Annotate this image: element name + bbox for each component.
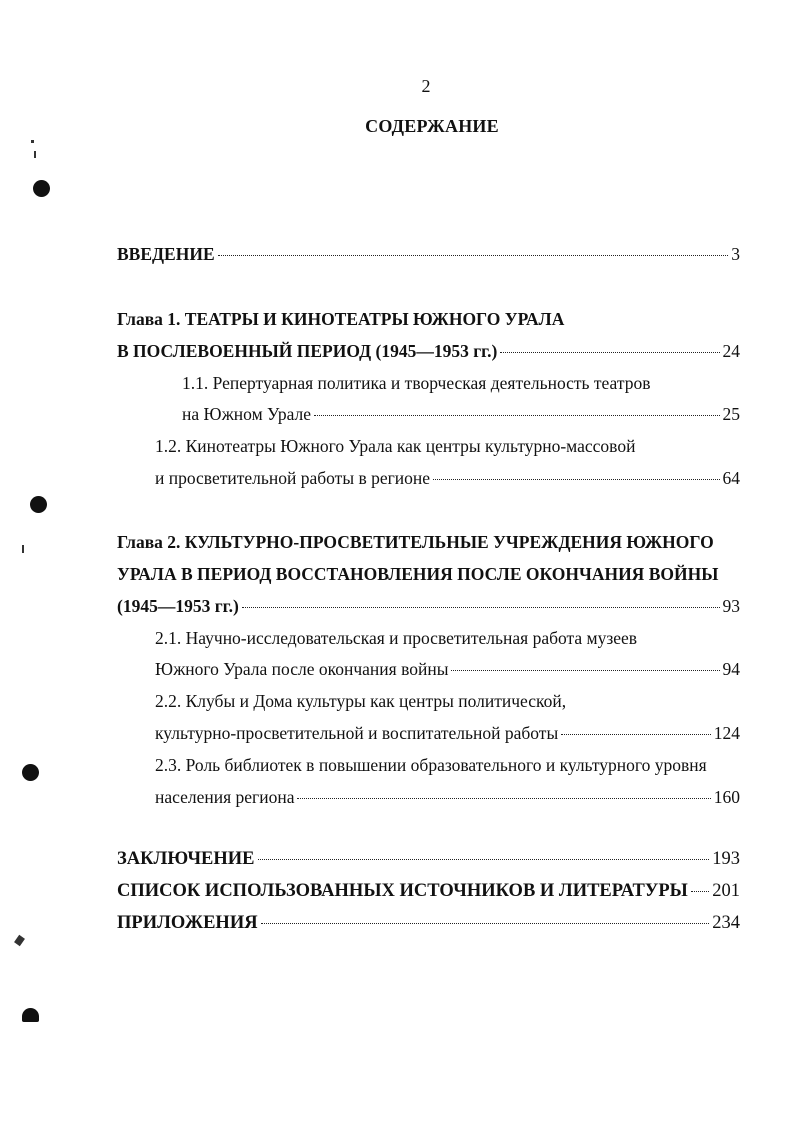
toc-entry-label: культурно-просветительной и воспитательной работы [155,723,559,743]
page-title: СОДЕРЖАНИЕ [365,116,499,136]
toc-entry-label: (1945—1953 гг.) [117,596,239,616]
toc-entry-chapter-1 [117,340,740,362]
section-1-1-line-1: 1.1. Репертуарная политика и творческая деятельность театров [182,373,651,393]
toc-entry-chapter-2 [117,595,740,617]
binder-hole-1 [33,180,50,197]
chapter-2-title-line-2: УРАЛА В ПЕРИОД ВОССТАНОВЛЕНИЯ ПОСЛЕ ОКОНЧАНИЯ ВОЙНЫ [117,564,719,584]
toc-page-number: 3 [731,244,740,264]
scan-speck-4 [14,935,25,946]
dot-leader [261,923,710,924]
toc-entry-section-2-2 [155,722,740,744]
chapter-2-title-line-1: Глава 2. КУЛЬТУРНО-ПРОСВЕТИТЕЛЬНЫЕ УЧРЕЖДЕНИЯ ЮЖНОГО [117,532,714,552]
toc-entry-label: на Южном Урале [182,404,312,424]
toc-page-number: 193 [712,849,740,869]
binder-hole-2 [30,496,47,513]
toc-page-number: 160 [713,787,740,807]
toc-page-number: 234 [712,913,740,933]
toc-entry-sources [117,880,740,902]
toc-entry-section-2-3 [155,786,740,808]
dot-leader [218,255,729,256]
toc-entry-section-1-1 [182,403,740,425]
dot-leader [500,352,719,353]
chapter-1-title-line-1: Глава 1. ТЕАТРЫ И КИНОТЕАТРЫ ЮЖНОГО УРАЛА [117,309,565,329]
toc-entry-label: В ПОСЛЕВОЕННЫЙ ПЕРИОД (1945—1953 гг.) [117,341,498,361]
toc-entry-label: Южного Урала после окончания войны [155,659,449,679]
toc-entry-conclusion [117,848,740,870]
dot-leader [242,607,720,608]
toc-page-number: 124 [713,723,740,743]
dot-leader [561,734,711,735]
toc-page-number: 201 [712,881,740,901]
toc-page-number: 25 [722,404,740,424]
toc-entry-label: населения региона [155,787,295,807]
toc-entry-label: СПИСОК ИСПОЛЬЗОВАННЫХ ИСТОЧНИКОВ И ЛИТЕРАТУРЫ [117,881,688,901]
binder-hole-4 [22,1008,39,1022]
dot-leader [258,859,710,860]
section-2-2-line-1: 2.2. Клубы и Дома культуры как центры политической, [155,691,567,711]
scan-speck-2 [34,151,36,158]
toc-entry-section-1-2 [155,467,740,489]
dot-leader [433,479,719,480]
toc-entry-label: ПРИЛОЖЕНИЯ [117,913,258,933]
toc-entry-label: ВВЕДЕНИЕ [117,244,215,264]
binder-hole-3 [22,764,39,781]
dot-leader [691,891,709,892]
page-number: 2 [421,76,431,96]
toc-page-number: 93 [722,596,740,616]
toc-entry-label: ЗАКЛЮЧЕНИЕ [117,849,255,869]
dot-leader [297,798,710,799]
section-2-3-line-1: 2.3. Роль библиотек в повышении образовательного и культурного уровня [155,755,707,775]
scan-speck-3 [22,545,24,553]
toc-page-number: 24 [722,341,740,361]
dot-leader [451,670,719,671]
toc-entry-intro [117,243,740,265]
scan-speck-1 [31,140,34,143]
section-1-2-line-1: 1.2. Кинотеатры Южного Урала как центры культурно-массовой [155,436,636,456]
toc-entry-appendix [117,912,740,934]
dot-leader [314,415,719,416]
toc-entry-label: и просветительной работы в регионе [155,468,431,488]
toc-page-number: 64 [722,468,740,488]
toc-entry-section-2-1 [155,658,740,680]
toc-page-number: 94 [722,659,740,679]
section-2-1-line-1: 2.1. Научно-исследовательская и просветительная работа музеев [155,628,638,648]
